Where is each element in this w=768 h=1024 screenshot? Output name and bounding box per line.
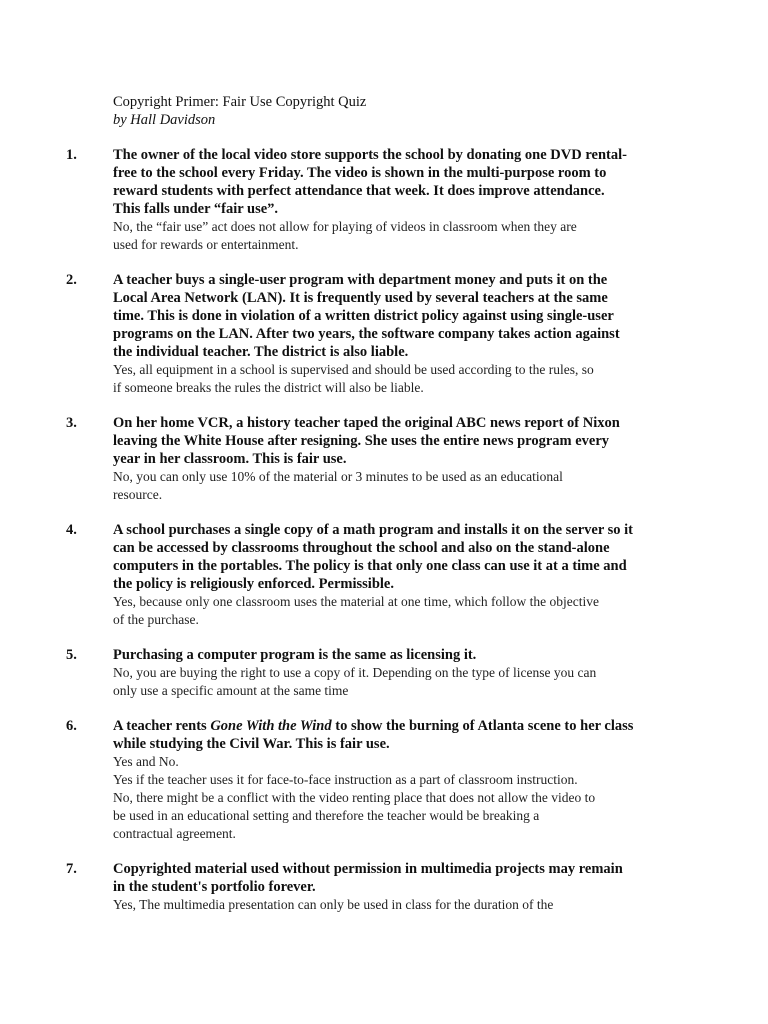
- document-title: Copyright Primer: Fair Use Copyright Quiz: [113, 94, 367, 110]
- answer-text: [113, 468, 673, 504]
- question-text: [113, 646, 673, 664]
- answer-line: if someone breaks the rules the district will also be liable.: [113, 380, 424, 395]
- question-number: 1.: [66, 147, 77, 163]
- answer-line: Yes and No.: [113, 754, 179, 769]
- answer-text: [113, 218, 673, 254]
- answer-line: Yes if the teacher uses it for face-to-face instruction as a part of classroom instruction.: [113, 772, 578, 787]
- question-line: time. This is done in violation of a written district policy against using single-user: [113, 308, 614, 324]
- question-line: Copyrighted material used without permission in multimedia projects may remain: [113, 861, 623, 877]
- question-line: leaving the White House after resigning. She uses the entire news program every: [113, 433, 610, 449]
- answer-text: [113, 664, 673, 700]
- answer-line: No, you can only use 10% of the material or 3 minutes to be used as an educational: [113, 469, 563, 484]
- answer-line: only use a specific amount at the same time: [113, 683, 349, 698]
- question-line: This falls under “fair use”.: [113, 201, 279, 217]
- question-number: 7.: [66, 861, 77, 877]
- answer-text: [113, 896, 673, 914]
- answer-line: No, you are buying the right to use a copy of it. Depending on the type of license you can: [113, 665, 597, 680]
- answer-line: Yes, all equipment in a school is supervised and should be used according to the rules, so: [113, 362, 594, 377]
- answer-line: contractual agreement.: [113, 826, 236, 841]
- question-line: Purchasing a computer program is the same as licensing it.: [113, 647, 477, 663]
- question-line: while studying the Civil War. This is fair use.: [113, 736, 390, 752]
- question-line: the policy is religiously enforced. Permissible.: [113, 576, 394, 592]
- question-line: The owner of the local video store supports the school by donating one DVD rental-: [113, 147, 627, 163]
- answer-text: [113, 361, 673, 397]
- question-line: computers in the portables. The policy is that only one class can use it at a time and: [113, 558, 627, 574]
- question-line: the individual teacher. The district is also liable.: [113, 344, 409, 360]
- question-number: 5.: [66, 647, 77, 663]
- answer-line: No, there might be a conflict with the video renting place that does not allow the video to: [113, 790, 596, 805]
- answer-line: Yes, because only one classroom uses the material at one time, which follow the objective: [113, 594, 599, 609]
- question-text: [113, 717, 673, 753]
- answer-text: [113, 753, 673, 843]
- question-line: On her home VCR, a history teacher taped the original ABC news report of Nixon: [113, 415, 620, 431]
- document-author: by Hall Davidson: [113, 112, 216, 128]
- answer-line: be used in an educational setting and therefore the teacher would be breaking a: [113, 808, 540, 823]
- question-text-part: A teacher rents: [113, 718, 211, 734]
- question-text: [113, 860, 673, 896]
- answer-line: No, the “fair use” act does not allow for playing of videos in classroom when they are: [113, 219, 577, 234]
- question-line: reward students with perfect attendance that week. It does improve attendance.: [113, 183, 605, 199]
- answer-line: of the purchase.: [113, 612, 199, 627]
- question-line: programs on the LAN. After two years, the software company takes action against: [113, 326, 620, 342]
- answer-line: used for rewards or entertainment.: [113, 237, 299, 252]
- answer-line: Yes, The multimedia presentation can only be used in class for the duration of the: [113, 897, 554, 912]
- question-line: in the student's portfolio forever.: [113, 879, 316, 895]
- film-title: Gone With the Wind: [210, 718, 332, 734]
- answer-line: resource.: [113, 487, 163, 502]
- question-text: [113, 146, 673, 218]
- question-text: [113, 414, 673, 468]
- question-number: 6.: [66, 718, 77, 734]
- question-line: Local Area Network (LAN). It is frequently used by several teachers at the same: [113, 290, 608, 306]
- question-line: [113, 717, 673, 735]
- question-line: can be accessed by classrooms throughout the school and also on the stand-alone: [113, 540, 610, 556]
- question-text: [113, 521, 673, 593]
- question-text: [113, 271, 673, 361]
- question-number: 3.: [66, 415, 77, 431]
- question-number: 2.: [66, 272, 77, 288]
- question-line: year in her classroom. This is fair use.: [113, 451, 347, 467]
- answer-text: [113, 593, 673, 629]
- question-text-part: to show the burning of Atlanta scene to her class: [331, 718, 634, 734]
- question-line: A school purchases a single copy of a math program and installs it on the server so it: [113, 522, 634, 538]
- question-line: free to the school every Friday. The video is shown in the multi-purpose room to: [113, 165, 607, 181]
- question-line: A teacher buys a single-user program with department money and puts it on the: [113, 272, 608, 288]
- question-number: 4.: [66, 522, 77, 538]
